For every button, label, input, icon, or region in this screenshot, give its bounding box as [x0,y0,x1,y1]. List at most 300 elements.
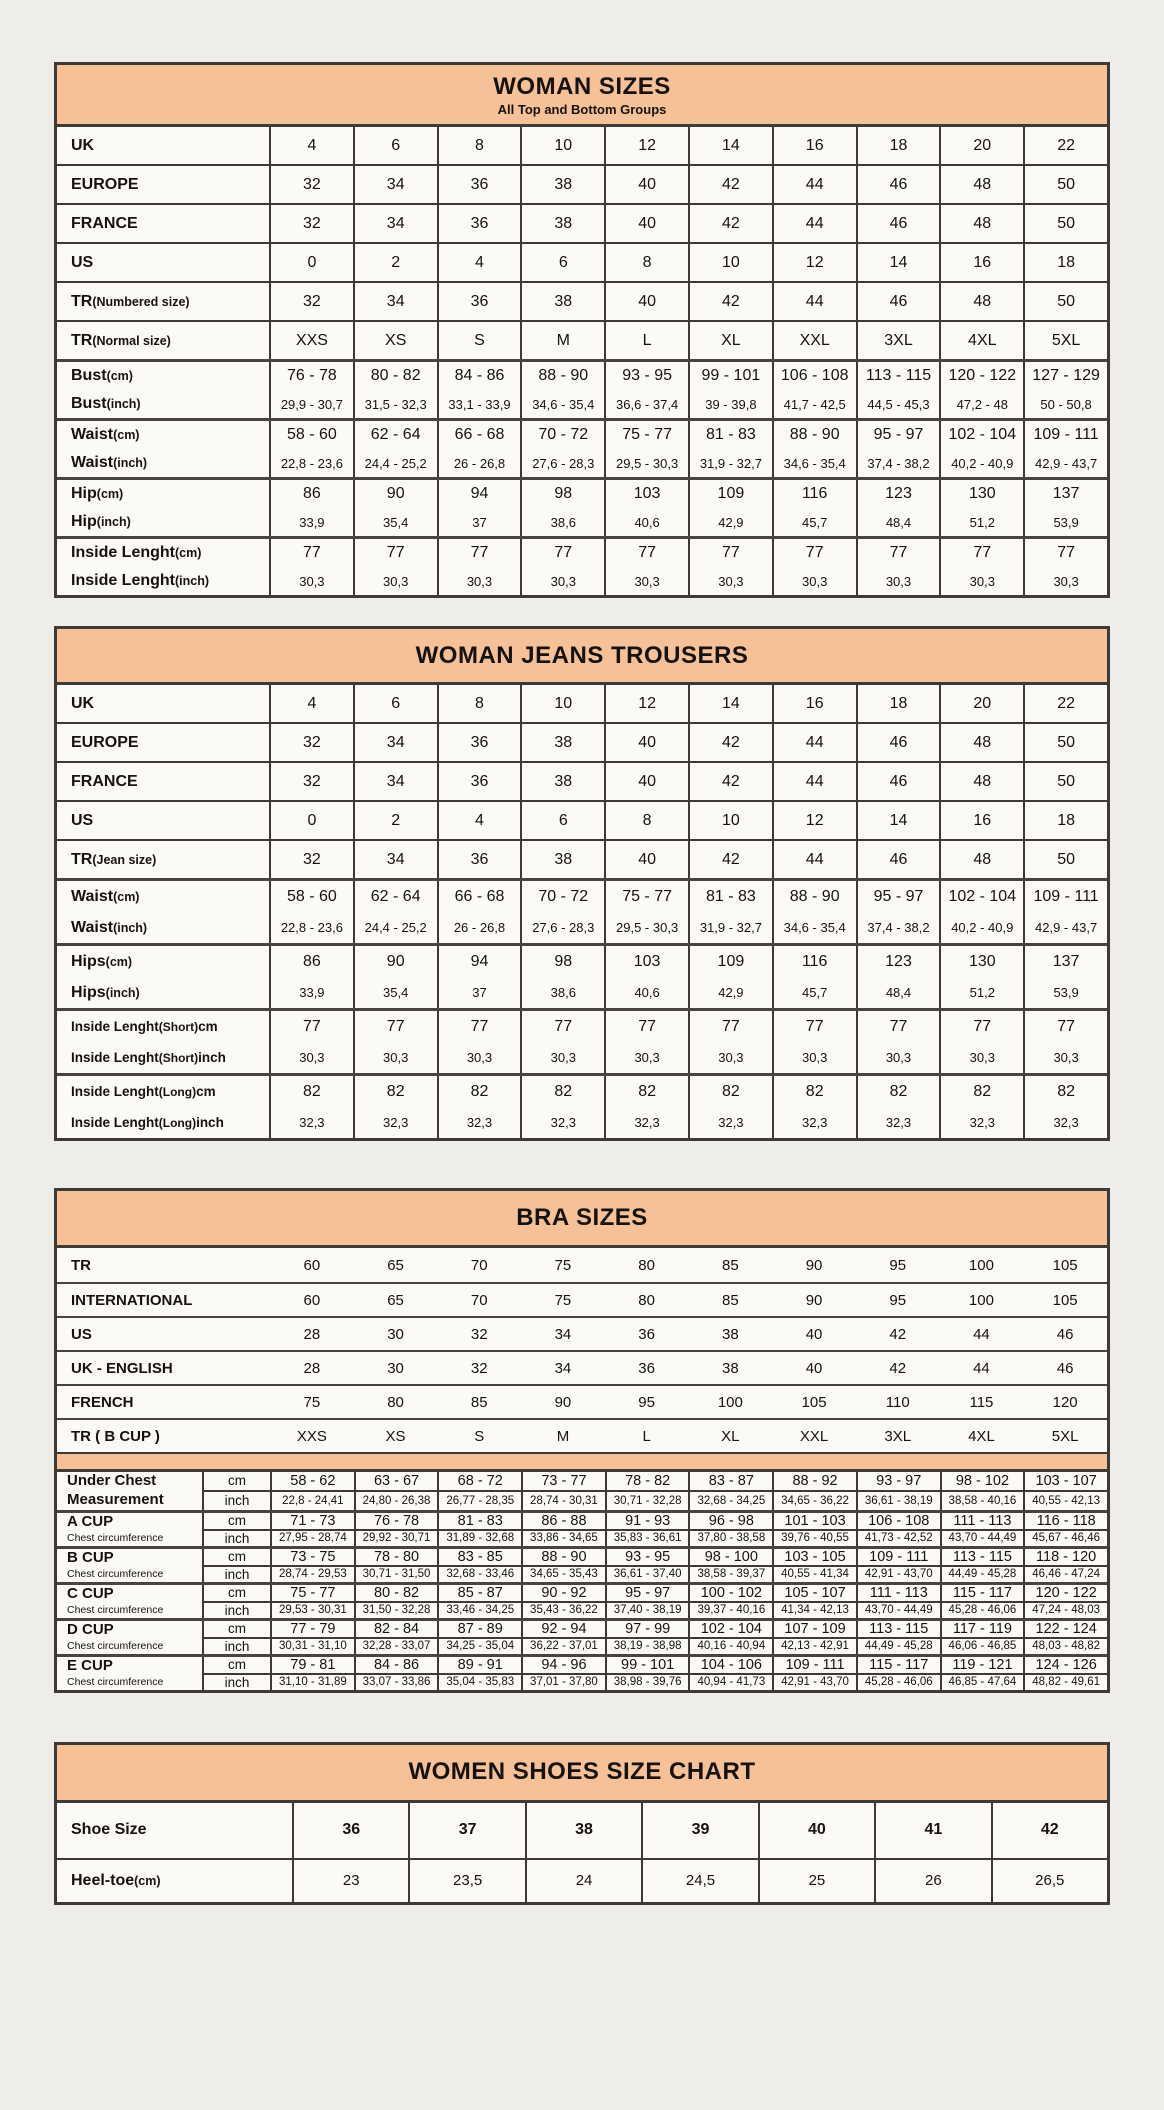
table-row-line [57,362,1107,390]
cell: 130 [939,946,1023,977]
cell: 98 [520,480,604,508]
cell: 104 - 106 [688,1657,772,1673]
cell: 31,50 - 32,28 [354,1603,438,1618]
row-label: TR ( B CUP ) [71,1427,160,1445]
cell: 32,3 [1023,1107,1107,1138]
cell: 34 [353,205,437,242]
cell: 63 - 67 [354,1472,438,1490]
unit-label: cm [202,1585,270,1601]
row-label: EUROPE [71,733,139,751]
cell: 28,74 - 29,53 [270,1567,354,1582]
cell: 30,3 [604,567,688,595]
cell: 30 [387,1359,404,1377]
cell: 20 [939,127,1023,164]
cell: 90 [805,1291,823,1309]
cell: 30,3 [688,1042,772,1073]
cell: 77 [772,539,856,567]
row-label-note: (cm) [106,369,133,383]
row-label: Waist (inch) [71,918,148,936]
cell: 118 - 120 [1023,1549,1107,1565]
row-label: Hip (cm) [71,485,124,502]
row-label: US [71,253,94,271]
cell: 50 [1023,283,1107,320]
table-row [57,359,1107,418]
cell: 99 - 101 [605,1657,689,1673]
row-label: INTERNATIONAL [71,1291,193,1309]
cell: 38 [520,166,604,203]
row-label: FRANCE [71,772,138,790]
cell: 44,5 - 45,3 [856,390,940,418]
cell: 50 [1023,724,1107,761]
row-label-note: (cm) [175,546,202,560]
cell: 90 [554,1393,572,1411]
cell: 109 - 111 [1023,421,1107,449]
cup-unit-row [202,1637,1107,1654]
cell: 32 [470,1359,488,1377]
cell: 8 [604,244,688,281]
cell: 65 [387,1256,404,1274]
cell: M [520,322,604,359]
cup-group-rows [202,1657,1107,1690]
cell: 40 [604,841,688,878]
cell: 32 [269,841,353,878]
row-label: Hips (inch) [71,983,140,1001]
size-chart-page [0,62,1164,2110]
cell: 32,3 [437,1107,521,1138]
cell: 41,73 - 42,52 [856,1531,940,1546]
cell: 42 [688,283,772,320]
cell: 82 [1023,1076,1107,1107]
cell: 30,3 [1023,1042,1107,1073]
unit-label: inch [202,1531,270,1546]
cell: 44 [772,205,856,242]
cell: 37,01 - 37,80 [521,1675,605,1690]
table-row-line [57,449,1107,477]
row-label: TR (Normal size) [71,331,171,349]
cell: 36,22 - 37,01 [521,1639,605,1654]
table-row [57,943,1107,1008]
cell: 77 [353,1011,437,1042]
cell: 44 [772,763,856,800]
cell: 0 [269,802,353,839]
cell: 36 [437,763,521,800]
unit-label: cm [202,1621,270,1637]
cell: 50 [1023,763,1107,800]
cell: 32 [269,283,353,320]
cell: 36 [638,1325,655,1343]
cell: 41,7 - 42,5 [772,390,856,418]
cell: 42 [688,763,772,800]
cell: 33,9 [269,977,353,1008]
cell: 38 [520,205,604,242]
cell: 82 [437,1076,521,1107]
table-row-line [57,1011,1107,1042]
cell: 5XL [1051,1427,1079,1445]
cell: 38 [520,283,604,320]
cell: 76 - 78 [269,362,353,390]
cell: 34 [353,724,437,761]
cup-sublabel: Chest circumference [67,1639,164,1652]
cell: 28,74 - 30,31 [521,1492,605,1510]
cell: 116 [772,480,856,508]
table-row [57,203,1107,242]
cell: 75 [303,1393,321,1411]
cell: 39 - 39,8 [688,390,772,418]
table-row-line [57,977,1107,1008]
cell: 8 [437,685,521,722]
cell: 29,92 - 30,71 [354,1531,438,1546]
bra-cup-group [57,1510,1107,1546]
unit-label: inch [202,1567,270,1582]
table-row [57,722,1107,761]
table-row-line [57,480,1107,508]
table-row-line [57,912,1107,943]
cup-group-label [57,1621,202,1654]
cell: 77 [604,539,688,567]
table-row [57,536,1107,595]
cell: 34 [554,1359,572,1377]
woman-jeans-rows [57,685,1107,1138]
cell: XS [385,1427,406,1445]
cell: 103 - 107 [1023,1472,1107,1490]
cell: 8 [604,802,688,839]
cell: 87 - 89 [437,1621,521,1637]
cell: 47,24 - 48,03 [1023,1603,1107,1618]
row-label: FRANCE [71,214,138,232]
cell: 91 - 93 [605,1513,689,1529]
cell: 35,43 - 36,22 [521,1603,605,1618]
cell: 22,8 - 23,6 [269,912,353,943]
row-label: EUROPE [71,175,139,193]
cell: 53,9 [1023,508,1107,536]
cell: 34 [353,283,437,320]
row-label-note: (Normal size) [92,333,171,348]
cell: L [604,322,688,359]
cell: 70 - 72 [520,421,604,449]
row-label: Waist (cm) [71,887,140,905]
cell: 71 - 73 [270,1513,354,1529]
cell: 99 - 101 [688,362,772,390]
cell: 4 [269,685,353,722]
cell: 96 - 98 [688,1513,772,1529]
cell: 77 [939,1011,1023,1042]
cup-unit-row [202,1513,1107,1529]
cell: 66 - 68 [437,881,521,912]
cell: 30,3 [520,1042,604,1073]
cell: 101 - 103 [772,1513,856,1529]
cell: 14 [856,802,940,839]
cell: 70 [470,1291,488,1309]
table-row-line [57,1803,1107,1858]
row-label: Inside Lenght (Short) inch [71,1050,226,1065]
cell: 33,46 - 34,25 [437,1603,521,1618]
cell: 65 [387,1291,404,1309]
cell: 76 - 78 [354,1513,438,1529]
cell: S [474,1427,485,1445]
cell: 10 [688,802,772,839]
cell: 31,89 - 32,68 [437,1531,521,1546]
cell: 38,6 [520,977,604,1008]
cell: 95 [889,1291,907,1309]
cell: 16 [939,802,1023,839]
cell: 38 [525,1803,641,1858]
cell: 44 [772,841,856,878]
row-label-note: (Jean size) [92,852,157,867]
cell: 0 [269,244,353,281]
row-label-note: (cm) [113,889,140,904]
cell: 10 [688,244,772,281]
cell: 80 [638,1256,655,1274]
cell: 95 - 97 [856,421,940,449]
cell: 48,4 [856,977,940,1008]
cell: 77 [688,1011,772,1042]
cell: 26 - 26,8 [437,449,521,477]
cell: 40,6 [604,977,688,1008]
row-label: Heel-toe (cm) [71,1871,161,1889]
cell: 85 - 87 [437,1585,521,1601]
cell: 26,77 - 28,35 [437,1492,521,1510]
row-label-note: (cm) [113,428,140,442]
cell: 86 - 88 [521,1513,605,1529]
cell: 41,34 - 42,13 [772,1603,856,1618]
cell: 34,25 - 35,04 [437,1639,521,1654]
row-label-note: (inch) [96,515,131,529]
cell: 98 [520,946,604,977]
cup-sublabel: Chest circumference [67,1675,164,1688]
cell: 83 - 85 [437,1549,521,1565]
row-label-note: (inch) [113,456,148,470]
table-row-line [57,881,1107,912]
cell: 24,5 [641,1860,757,1902]
woman-sizes-rows [57,127,1107,595]
bra-sizes-title: BRA SIZES [516,1204,648,1231]
table-row-line [57,166,1107,203]
cell: 27,6 - 28,3 [520,449,604,477]
cell: 30,3 [520,567,604,595]
cell: 30 [387,1325,404,1343]
cup-unit-row [202,1585,1107,1601]
cell: 34 [554,1325,572,1343]
cup-unit-row [202,1490,1107,1510]
row-label-note: (inch) [113,920,148,935]
table-row [57,418,1107,477]
cell: 89 - 91 [437,1657,521,1673]
cell: 77 [520,539,604,567]
row-label-note: (Short) [158,1019,199,1034]
cell: 42,9 [688,977,772,1008]
bra-cup-groups [57,1472,1107,1690]
bra-band-rows [57,1248,1107,1452]
cell: 82 [520,1076,604,1107]
cell: 30,3 [269,1042,353,1073]
cell: 32,68 - 34,25 [688,1492,772,1510]
cell: 32,3 [269,1107,353,1138]
cell: 18 [1023,244,1107,281]
cell: 46 [856,724,940,761]
cell: 77 [520,1011,604,1042]
cell: 107 - 109 [772,1621,856,1637]
cup-name: E CUP [67,1656,113,1674]
cell: 100 [968,1291,994,1309]
table-row-line [57,322,1107,359]
cell: 77 [856,539,940,567]
cell: 40 [604,724,688,761]
cell: 93 - 95 [604,362,688,390]
cell: 44,49 - 45,28 [856,1639,940,1654]
row-label: Inside Lenght (Long) cm [71,1084,216,1099]
cup-group-rows [202,1472,1107,1510]
cell: 62 - 64 [353,881,437,912]
shoes-title: WOMEN SHOES SIZE CHART [408,1758,756,1785]
cell: XXS [269,322,353,359]
cell: 79 - 81 [270,1657,354,1673]
cell: 88 - 90 [520,362,604,390]
cup-group-rows [202,1513,1107,1546]
table-row [57,800,1107,839]
unit-label: inch [202,1675,270,1690]
table-row [57,320,1107,359]
cell: 30,3 [1023,567,1107,595]
cell: 40 [805,1325,823,1343]
cell: 32 [269,205,353,242]
cell: 32,28 - 33,07 [354,1639,438,1654]
cell: 32,3 [520,1107,604,1138]
cell: 103 - 105 [772,1549,856,1565]
cell: 31,5 - 32,3 [353,390,437,418]
bra-band-row [57,1350,1107,1384]
table-row-line [57,508,1107,536]
cell: 77 [437,1011,521,1042]
cup-name: Under Chest Measurement [67,1472,164,1508]
cell: 70 - 72 [520,881,604,912]
table-row-line [57,763,1107,800]
cell: XS [353,322,437,359]
cell: 27,95 - 28,74 [270,1531,354,1546]
row-label: Inside Lenght (Short) cm [71,1019,218,1034]
cell: 46 [1056,1325,1074,1343]
cell: 40 [604,283,688,320]
cell: 48 [939,763,1023,800]
cell: 32 [470,1325,488,1343]
cell: 42 [688,166,772,203]
table-row [57,878,1107,943]
unit-label: inch [202,1492,270,1510]
woman-sizes-subtitle: All Top and Bottom Groups [497,101,667,117]
cell: 38 [520,763,604,800]
cell: S [437,322,521,359]
cell: 80 - 82 [354,1585,438,1601]
cell: 44 [772,283,856,320]
cell: 35,04 - 35,83 [437,1675,521,1690]
cell: 106 - 108 [856,1513,940,1529]
cell: 34 [353,763,437,800]
cell: 34,6 - 35,4 [520,390,604,418]
shoes-table [54,1742,1110,1905]
cell: 77 [772,1011,856,1042]
cell: 105 [1052,1291,1078,1309]
cell: 88 - 90 [521,1549,605,1565]
cell: 23,5 [408,1860,524,1902]
cell: 73 - 77 [521,1472,605,1490]
cell: 31,10 - 31,89 [270,1675,354,1690]
row-label: Waist (inch) [71,454,148,471]
cell: 105 [801,1393,827,1411]
cell: 26,5 [991,1860,1107,1902]
cell: 50 [1023,166,1107,203]
unit-label: inch [202,1639,270,1654]
cell: 86 [269,480,353,508]
cell: 123 [856,480,940,508]
cell: 48 [939,841,1023,878]
cell: 24 [525,1860,641,1902]
cell: 32,3 [604,1107,688,1138]
cell: 41 [874,1803,990,1858]
table-row [57,281,1107,320]
cell: 45,28 - 46,06 [940,1603,1024,1618]
cup-group-label [57,1657,202,1690]
cell: 38,98 - 39,76 [605,1675,689,1690]
cup-group-label [57,1513,202,1546]
cup-name: C CUP [67,1584,114,1602]
cell: 90 [353,480,437,508]
table-row [57,127,1107,164]
cell: 35,4 [353,508,437,536]
cell: 38,6 [520,508,604,536]
row-label: TR [71,1256,91,1274]
cell: 29,53 - 30,31 [270,1603,354,1618]
cell: 38,19 - 38,98 [605,1639,689,1654]
row-label: UK [71,694,95,712]
cell: 50 [1023,205,1107,242]
cell: 46,85 - 47,64 [940,1675,1024,1690]
cup-group-label [57,1472,202,1510]
cell: 32,3 [772,1107,856,1138]
cell: 37,80 - 38,58 [688,1531,772,1546]
woman-sizes-table [54,62,1110,598]
cell: 12 [604,127,688,164]
cell: 38,58 - 40,16 [940,1492,1024,1510]
cell: 30,3 [939,567,1023,595]
cell: 103 [604,946,688,977]
cell: 31,9 - 32,7 [688,912,772,943]
unit-label: cm [202,1657,270,1673]
cell: 75 - 77 [604,421,688,449]
cell: 100 [968,1256,994,1274]
cell: 77 [269,1011,353,1042]
cell: 22,8 - 23,6 [269,449,353,477]
cell: 22,8 - 24,41 [270,1492,354,1510]
bra-sizes-header [57,1191,1107,1248]
cell: 77 [1023,539,1107,567]
cup-group-rows [202,1549,1107,1582]
row-label-note: (inch) [106,397,141,411]
cell: 130 [939,480,1023,508]
row-label: US [71,811,94,829]
cell: 32 [269,763,353,800]
cell: 109 [688,946,772,977]
cell: 40,16 - 40,94 [688,1639,772,1654]
cell: 42 [688,724,772,761]
table-row [57,1858,1107,1902]
cell: 43,70 - 44,49 [856,1603,940,1618]
cell: 80 - 82 [353,362,437,390]
row-label-note: (cm) [105,954,133,969]
bra-sizes-table [54,1188,1110,1693]
cell: 30,3 [688,567,772,595]
cell: 75 [554,1256,572,1274]
bra-cup-group [57,1618,1107,1654]
cell: 16 [772,127,856,164]
